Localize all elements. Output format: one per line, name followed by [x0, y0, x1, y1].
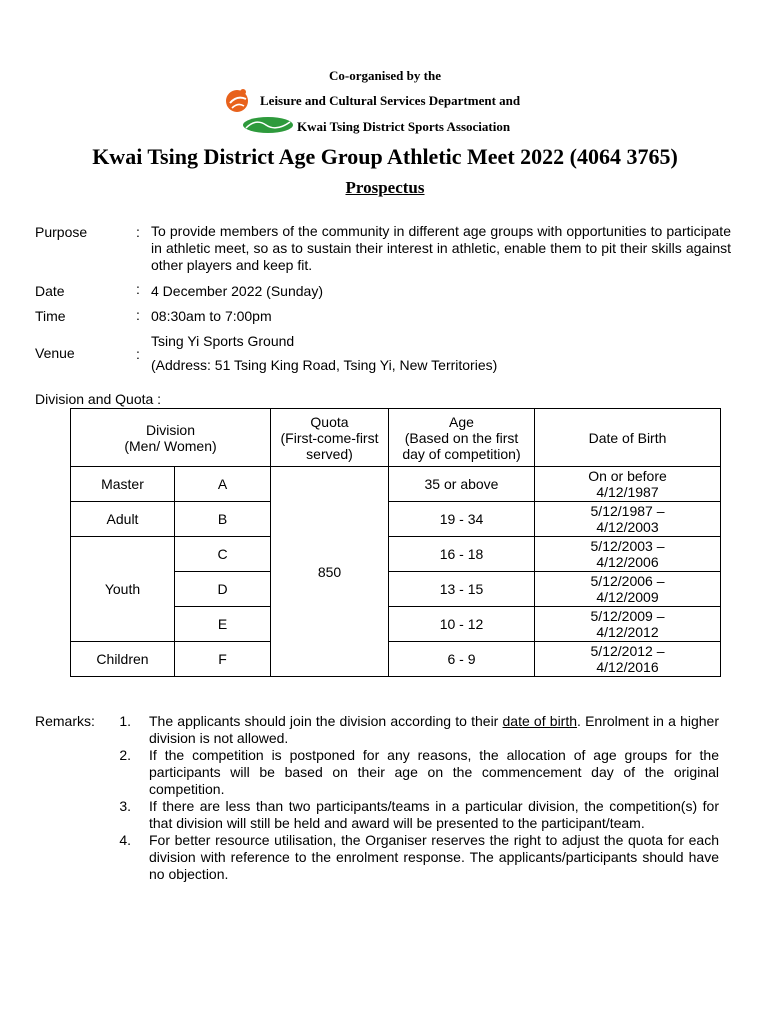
division-code: C: [175, 537, 271, 572]
group-children: Children: [71, 642, 175, 677]
purpose-colon: :: [136, 224, 140, 240]
dob-line1: On or before: [588, 468, 667, 484]
dob-line2: 4/12/2012: [596, 624, 659, 640]
table-row: [71, 642, 721, 677]
date-label: Date: [35, 283, 65, 299]
group-master: Master: [71, 467, 175, 502]
co-organised-line: Co-organised by the: [329, 68, 441, 83]
dob-line1: 5/12/2003 –: [590, 538, 665, 554]
dob-line2: 4/12/1987: [596, 484, 659, 500]
remark-text: If there are less than two participants/teams in a particular division, the competition(s) for that division will still be held and award will be presented to the participant/team.: [149, 798, 719, 831]
division-code: F: [175, 642, 271, 677]
date-of-birth: [535, 467, 721, 502]
group-adult: Adult: [71, 502, 175, 537]
time-label: Time: [35, 308, 66, 324]
table-header-row: [71, 409, 721, 467]
age-range: 16 - 18: [389, 537, 535, 572]
date-of-birth: [535, 642, 721, 677]
remark-item: [111, 747, 719, 798]
remarks-label: Remarks:: [35, 713, 95, 729]
dob-line2: 4/12/2009: [596, 589, 659, 605]
dob-line1: 5/12/2012 –: [590, 643, 665, 659]
age-range: 35 or above: [389, 467, 535, 502]
dob-line2: 4/12/2003: [596, 519, 659, 535]
division-code: E: [175, 607, 271, 642]
ktdsa-logo-icon: [242, 116, 294, 134]
header-quota-line1: Quota: [310, 413, 349, 430]
group-youth: Youth: [71, 537, 175, 642]
header-date-of-birth: Date of Birth: [535, 409, 721, 467]
age-range: 6 - 9: [389, 642, 535, 677]
dob-line1: 5/12/1987 –: [590, 503, 665, 519]
remark-number: 4.: [119, 832, 131, 848]
remark-number: 1.: [119, 713, 131, 729]
date-colon: :: [136, 281, 140, 297]
dob-line1: 5/12/2006 –: [590, 573, 665, 589]
division-code: D: [175, 572, 271, 607]
division-code: A: [175, 467, 271, 502]
remarks-list: [111, 713, 719, 883]
table-row: [71, 537, 721, 572]
venue-label: Venue: [35, 345, 75, 361]
remark-text: . Enrolment in a higher division is not allowed.: [149, 713, 719, 746]
dob-line1: 5/12/2009 –: [590, 608, 665, 624]
remark-text: The applicants should join the division according to their: [149, 713, 503, 729]
date-of-birth: [535, 537, 721, 572]
division-quota-table: [70, 408, 721, 677]
header-division: [71, 409, 271, 467]
venue-address: (Address: 51 Tsing King Road, Tsing Yi, New Territories): [151, 357, 498, 373]
time-value: 08:30am to 7:00pm: [151, 308, 272, 324]
lcsd-logo-icon: [224, 86, 254, 114]
organiser-ktdsa: Kwai Tsing District Sports Association: [297, 119, 511, 134]
table-row: [71, 502, 721, 537]
age-range: 10 - 12: [389, 607, 535, 642]
date-of-birth: [535, 502, 721, 537]
division-heading: Division and Quota :: [35, 391, 162, 407]
header-division-line1: Division: [145, 421, 195, 438]
remark-item: [111, 798, 719, 832]
remark-number: 2.: [119, 747, 131, 763]
header-age-line3: day of competition): [402, 445, 521, 462]
division-code: B: [175, 502, 271, 537]
date-of-birth: [535, 607, 721, 642]
page-title: Kwai Tsing District Age Group Athletic Meet 2022 (4064 3765): [92, 144, 678, 169]
page-subtitle: [0, 178, 770, 198]
remark-text: For better resource utilisation, the Organiser reserves the right to adjust the quota for each division with reference to the enrolment response. The applicants/participants should have no objection.: [149, 832, 719, 882]
dob-line2: 4/12/2016: [596, 659, 659, 675]
header-age: [389, 409, 535, 467]
venue-colon: :: [136, 346, 140, 362]
remark-item: [111, 713, 719, 747]
dob-line2: 4/12/2006: [596, 554, 659, 570]
remark-text: If the competition is postponed for any reasons, the allocation of age groups for the participants will be based on their age on the commencement day of the original competition.: [149, 747, 719, 797]
date-value: 4 December 2022 (Sunday): [151, 283, 323, 299]
venue-name: Tsing Yi Sports Ground: [151, 333, 295, 349]
remark-item: [111, 832, 719, 883]
purpose-label: Purpose: [35, 224, 88, 240]
remark-underlined: date of birth: [502, 713, 578, 729]
header-division-line2: (Men/ Women): [124, 437, 217, 454]
age-range: 13 - 15: [389, 572, 535, 607]
header-age-line1: Age: [449, 413, 474, 430]
age-range: 19 - 34: [389, 502, 535, 537]
header-quota-line3: served): [306, 445, 353, 462]
header-age-line2: (Based on the first: [404, 429, 519, 446]
remark-number: 3.: [119, 798, 131, 814]
time-colon: :: [136, 307, 140, 323]
date-of-birth: [535, 572, 721, 607]
prospectus-heading: Prospectus: [345, 178, 425, 197]
header-quota-line2: (First-come-first: [280, 429, 379, 446]
purpose-value: To provide members of the community in different age groups with opportunities to participate in athletic meet, so as to sustain their interest in athletic, enable them to pit their skills against other players and keep fit.: [151, 223, 731, 273]
table-row: [71, 467, 721, 502]
organiser-lcsd: Leisure and Cultural Services Department and: [260, 93, 521, 108]
quota-value: 850: [271, 467, 389, 677]
header-quota: [271, 409, 389, 467]
